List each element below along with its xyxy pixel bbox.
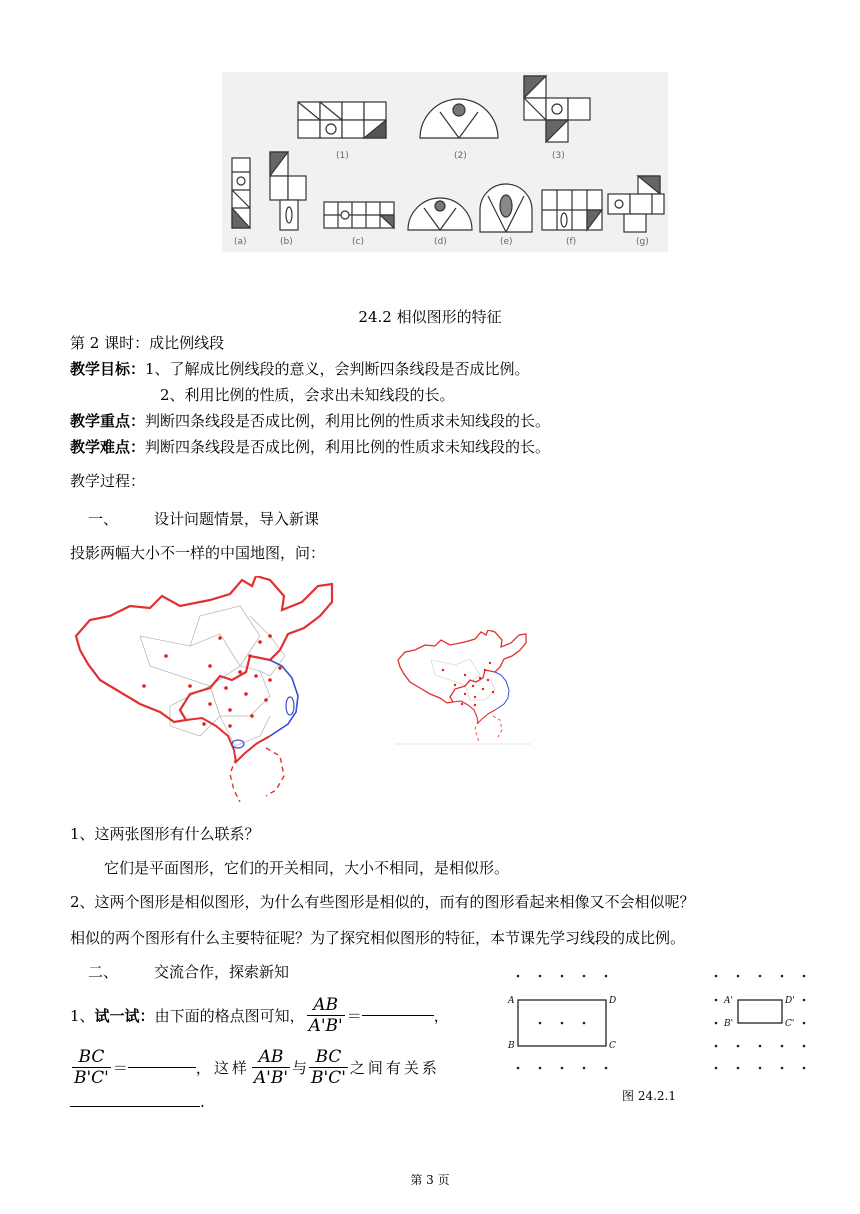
fraction-ab: $\frac{AB}{A'B'}$ <box>308 994 343 1036</box>
labels-small <box>723 996 795 1029</box>
rectangle-a-prime <box>738 1000 782 1023</box>
lesson-line: 第 2 课时：成比例线段 <box>70 334 225 352</box>
figure-caption: 图 24.2.1 <box>622 1089 676 1103</box>
equals-2: ＝ <box>112 1058 128 1077</box>
svg-text:B: B <box>508 1041 515 1051</box>
grid-dots-left <box>517 975 608 1070</box>
caption-d: (d) <box>434 237 447 247</box>
objectives-label: 教学目标： <box>70 360 146 378</box>
net-a <box>232 158 250 228</box>
key-point-label: 教学重点： <box>70 412 146 430</box>
try-it-prefix: 1、 <box>70 1006 95 1025</box>
net-f <box>542 190 602 230</box>
answer-blank-1[interactable] <box>362 1015 434 1016</box>
svg-text:A': A' <box>724 996 733 1006</box>
caption-c: (c) <box>352 237 364 247</box>
try-it-line-1: 1、 试一试： 由下面的格点图可知， $\frac{AB}{A'B'}$ ＝ ， <box>70 994 449 1036</box>
objective-2: 2、利用比例的性质，会求出未知线段的长。 <box>160 386 455 404</box>
caption-g: (g) <box>636 237 649 247</box>
try-it-line-2 <box>70 1042 440 1092</box>
svg-text:C: C <box>609 1041 616 1051</box>
caption-3: (3) <box>552 151 565 161</box>
fraction-bc: $\frac{BC}{B'C'}$ <box>74 1046 109 1088</box>
step-2-heading <box>88 962 289 982</box>
difficulty-label: 教学难点： <box>70 438 146 456</box>
key-point-line <box>70 411 550 431</box>
step-1-title: 设计问题情景，导入新课 <box>154 510 320 528</box>
caption-e: (e) <box>500 237 513 247</box>
equals-1: ＝ <box>346 1006 362 1025</box>
step-2-title: 交流合作，探索新知 <box>154 963 290 981</box>
svg-text:C': C' <box>785 1019 795 1029</box>
figure-nets <box>222 72 668 252</box>
grid-figure <box>500 966 820 1076</box>
svg-text:B': B' <box>724 1019 734 1029</box>
section-title: 24.2 相似图形的特征 <box>358 308 502 326</box>
net-c <box>324 202 394 228</box>
with-word: 与 <box>292 1058 308 1077</box>
net-e <box>480 184 532 232</box>
fraction-bc-2: $\frac{BC}{B'C'}$ <box>311 1046 346 1088</box>
process-label: 教学过程： <box>70 472 146 490</box>
answer-blank-2[interactable] <box>128 1067 196 1068</box>
question-2-line-2: 相似的两个图形有什么主要特征呢？为了探究相似图形的特征，本节课先学习线段的成比例。 <box>70 929 686 947</box>
caption-a: (a) <box>234 237 247 247</box>
difficulty-line <box>70 437 550 457</box>
caption-1: (1) <box>336 151 349 161</box>
china-map-large <box>70 576 340 802</box>
step-1-number: 一、 <box>88 510 119 528</box>
page-number: 第 3 页 <box>410 1173 450 1187</box>
try-it-line-3: . <box>70 1092 205 1112</box>
objective-1: 1、了解成比例线段的意义，会判断四条线段是否成比例。 <box>145 360 530 378</box>
key-point-text: 判断四条线段是否成比例，利用比例的性质求未知线段的长。 <box>145 412 551 430</box>
step-2-number: 二、 <box>88 963 119 981</box>
svg-text:A: A <box>508 996 515 1006</box>
fraction-ab-2: $\frac{AB}{A'B'}$ <box>253 1046 289 1088</box>
coast-line <box>270 660 298 736</box>
svg-text:D': D' <box>785 996 795 1006</box>
step-1-heading <box>88 509 319 529</box>
net-1 <box>298 102 386 138</box>
try-it-label: 试一试： <box>94 1006 155 1025</box>
china-map-small <box>395 630 531 746</box>
question-2-line-1: 2、这两个图形是相似图形，为什么有些图形是相似的，而有的图形看起来相像又不会相似呢？ <box>70 893 695 911</box>
answer-blank-3[interactable] <box>70 1106 200 1107</box>
objectives-line-1 <box>70 359 530 379</box>
intro-line: 投影两幅大小不一样的中国地图，问： <box>70 544 326 562</box>
try-it-text-1: 由下面的格点图可知， <box>154 1006 305 1025</box>
answer-1: 它们是平面图形，它们的开关相同，大小不相同，是相似形。 <box>104 859 510 877</box>
caption-b: (b) <box>280 237 293 247</box>
border-south <box>186 718 270 762</box>
question-1: 1、这两张图形有什么联系？ <box>70 825 260 843</box>
try-it-text-2: ，这样 <box>195 1058 250 1077</box>
caption-2: (2) <box>454 151 467 161</box>
try-it-text-3: 之间有关系 <box>349 1058 440 1077</box>
difficulty-text: 判断四条线段是否成比例，利用比例的性质求未知线段的长。 <box>145 438 551 456</box>
svg-text:D: D <box>609 996 617 1006</box>
caption-f: (f) <box>566 237 577 247</box>
